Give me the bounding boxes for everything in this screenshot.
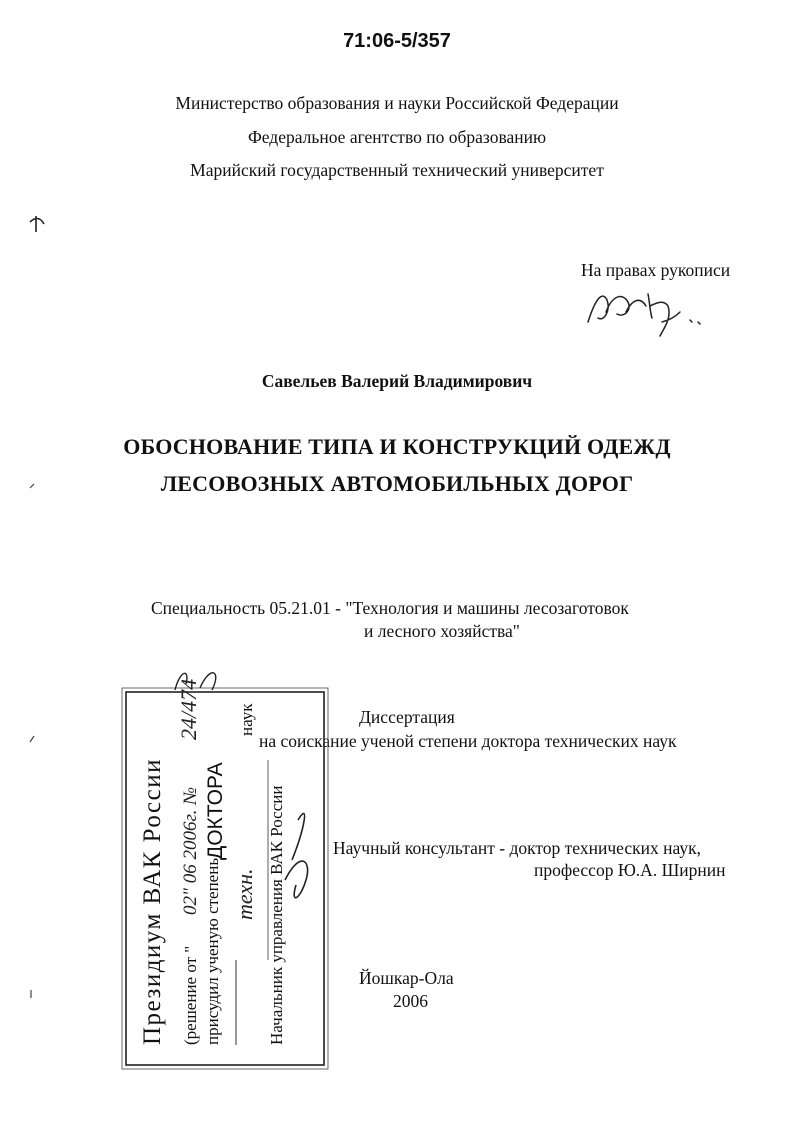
- author-name: Савельев Валерий Владимирович: [261, 371, 533, 391]
- stamp-awarded: присудил ученую степень: [203, 857, 222, 1045]
- year: 2006: [393, 991, 428, 1011]
- manuscript-note: На правах рукописи: [581, 260, 731, 280]
- dissertation-degree: на соискание ученой степени доктора технических наук: [259, 731, 677, 751]
- stamp-decision-prefix: (решение от ": [181, 945, 200, 1045]
- stamp-header: Президиум ВАК России: [139, 758, 166, 1045]
- consultant-line-1: Научный консультант - доктор технических наук,: [333, 838, 701, 858]
- catalog-number: 71:06-5/357: [343, 30, 451, 52]
- thesis-title-line-1: ОБОСНОВАНИЕ ТИПА И КОНСТРУКЦИЙ ОДЕЖД: [123, 434, 671, 459]
- specialty-line-1: Специальность 05.21.01 - "Технология и машины лесозаготовок: [151, 598, 629, 618]
- stamp-field: техн.: [232, 868, 257, 920]
- stamp-degree-word: ДОКТОРА: [204, 762, 227, 860]
- stamp-science: наук: [237, 703, 256, 736]
- agency-name: Федеральное агентство по образованию: [247, 127, 547, 147]
- specialty-line-2: и лесного хозяйства": [364, 621, 520, 641]
- stamp-decision-date: 02" 06 2006г. №: [180, 786, 201, 915]
- university-name: Марийский государственный технический университет: [190, 160, 604, 180]
- stamp-decision-number: 24/474: [176, 678, 201, 740]
- thesis-title-line-2: ЛЕСОВОЗНЫХ АВТОМОБИЛЬНЫХ ДОРОГ: [160, 471, 634, 496]
- ministry-name: Министерство образования и науки Российской Федерации: [175, 93, 619, 113]
- consultant-line-2: профессор Ю.А. Ширнин: [534, 860, 726, 880]
- dissertation-type: Диссертация: [359, 707, 455, 727]
- stamp-head: Начальник управления ВАК России: [267, 785, 286, 1045]
- city-name: Йошкар-Ола: [359, 968, 454, 988]
